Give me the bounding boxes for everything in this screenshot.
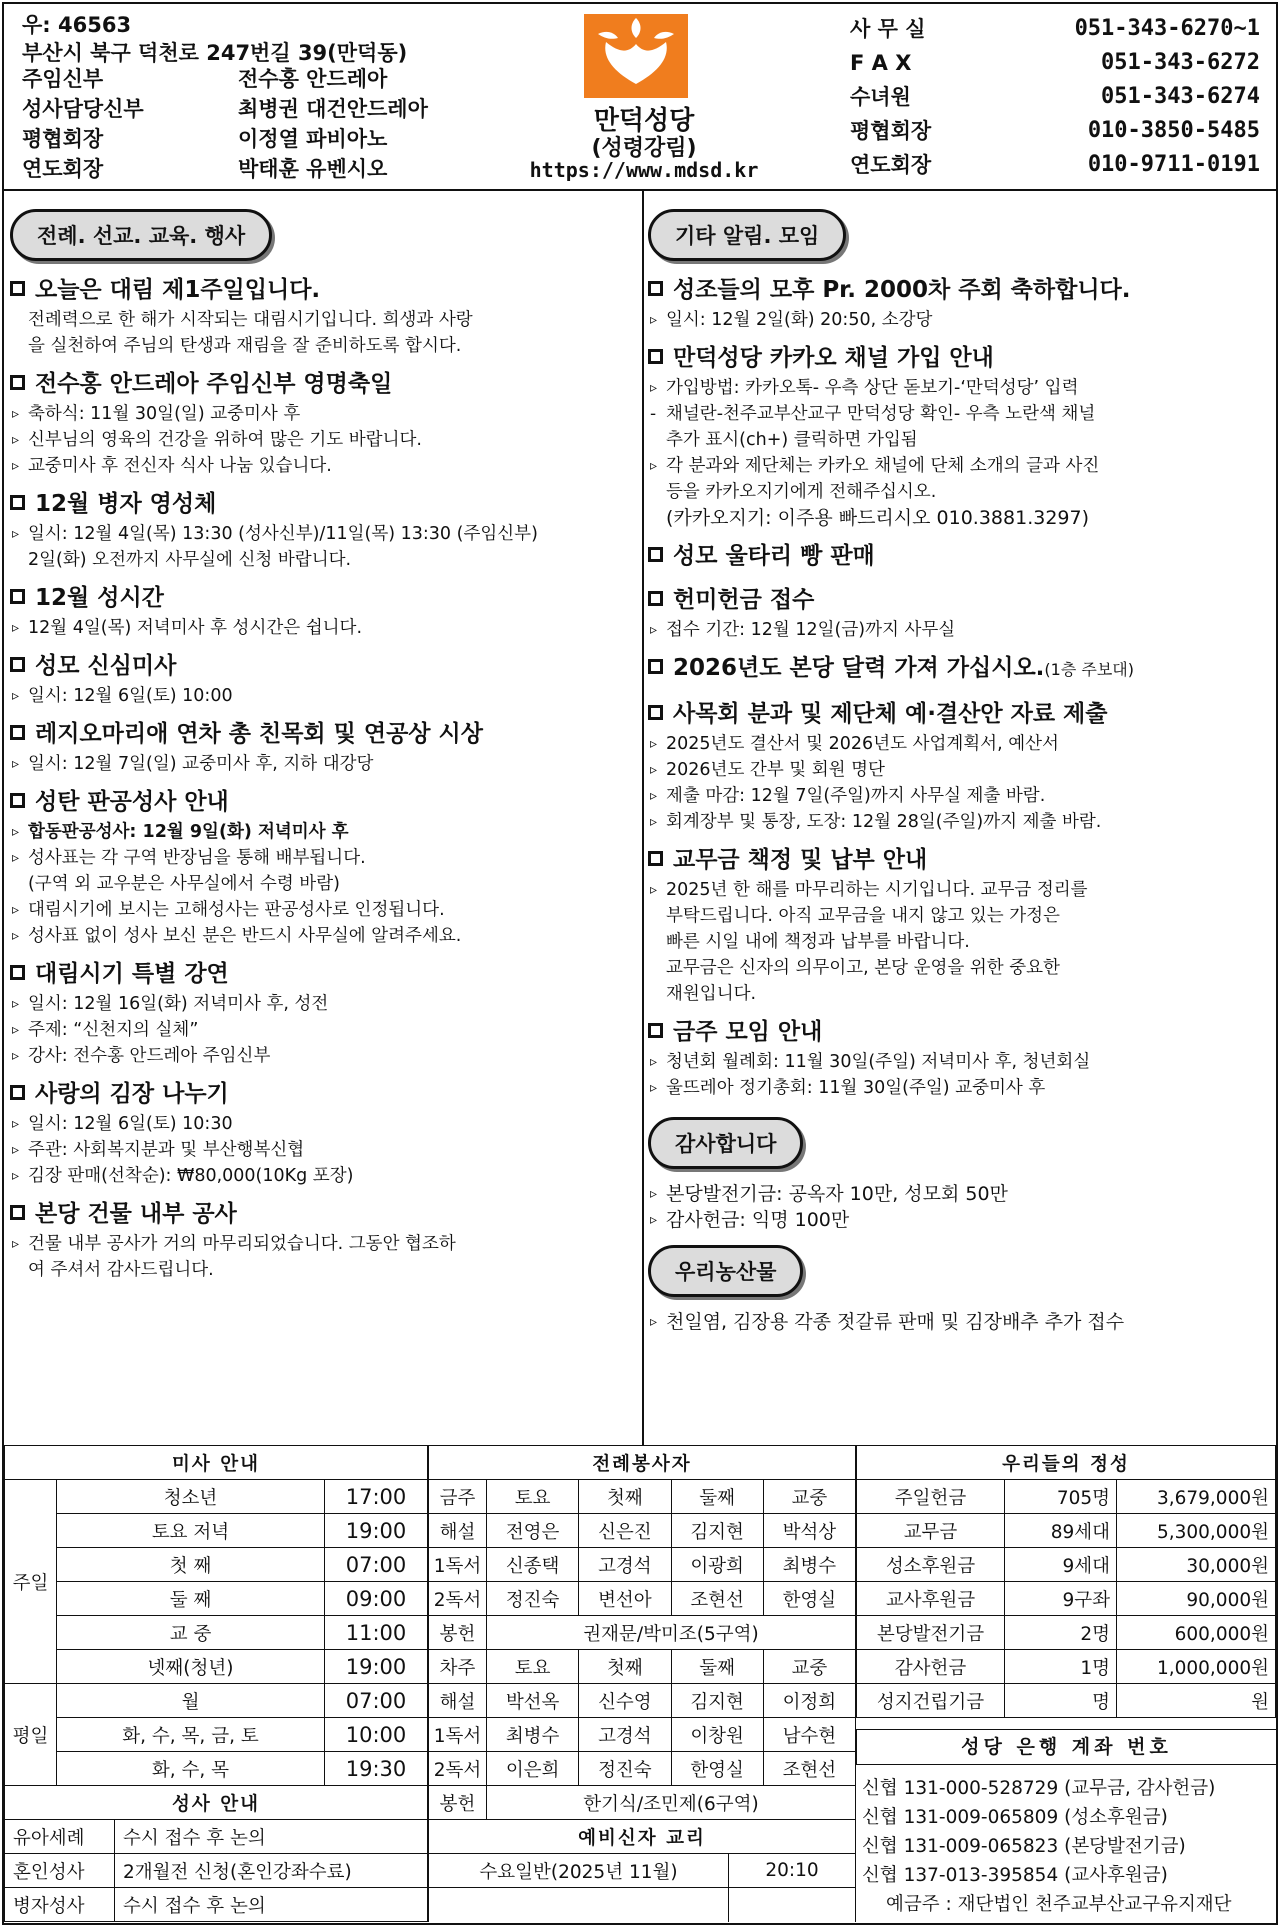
contact-convent: 수녀원 051-343-6274 [850, 84, 1260, 109]
checkbox-bullet-icon [10, 281, 25, 296]
checkbox-bullet-icon [648, 1023, 663, 1038]
bank-account: 신협 131-009-065809 (성소후원금) [862, 1807, 1168, 1828]
liturgy-cell: 최병수 [487, 1718, 579, 1752]
notice-line: ▹ 성사표 없이 성사 보신 분은 반드시 사무실에 알려주세요. [10, 923, 638, 949]
notice-title [10, 649, 638, 683]
liturgy-cell: 해설 [429, 1514, 487, 1548]
offering-amount: 5,300,000원 [1117, 1514, 1276, 1548]
notice-line: 교무금은 신자의 의무이고, 본당 운영을 위한 중요한 [666, 958, 1060, 978]
notice-title-text: 12월 성시간 [35, 585, 164, 611]
notice-title [648, 1015, 1274, 1049]
other-notices-column [648, 209, 1274, 1335]
notice-line: ▹ 일시: 12월 7일(일) 교중미사 후, 지하 대강당 [10, 751, 638, 777]
mass-time: 09:00 [325, 1582, 428, 1616]
notice-title-text: 본당 건물 내부 공사 [35, 1201, 237, 1227]
liturgy-cell: 조현선 [671, 1582, 763, 1616]
weekday-label: 평일 [5, 1684, 57, 1786]
mass-name: 토요 저녁 [57, 1514, 325, 1548]
notice-line: ▹ 합동판공성사: 12월 9일(화) 저녁미사 후 [10, 819, 638, 845]
liturgy-cell: 정진숙 [579, 1752, 671, 1786]
liturgy-cell: 신은진 [579, 1514, 671, 1548]
offering-amount: 600,000원 [1117, 1616, 1276, 1650]
catechumen-table [428, 1819, 856, 1922]
parish-name: 만덕성당 [593, 106, 695, 136]
notice-line: ▹ 대림시기에 보시는 고해성사는 판공성사로 인정됩니다. [10, 897, 638, 923]
notice-section [10, 1077, 638, 1189]
liturgy-cell: 1독서 [429, 1718, 487, 1752]
notice-line: ▹ 김장 판매(선착순): ₩80,000(10Kg 포장) [10, 1163, 638, 1189]
notice-line: 추가 표시(ch+) 클릭하면 가입됨 [666, 430, 918, 450]
liturgy-cell: 해설 [429, 1684, 487, 1718]
parish-website-link[interactable]: https://www.mdsd.kr [529, 158, 759, 182]
mass-time: 11:00 [325, 1616, 428, 1650]
notice-line: 여 주셔서 감사드립니다. [28, 1260, 214, 1280]
empty-cell [429, 1888, 729, 1922]
mass-time: 19:00 [325, 1514, 428, 1548]
checkbox-bullet-icon [648, 705, 663, 720]
offering-count: 1명 [1005, 1650, 1117, 1684]
offering-count: 명 [1005, 1684, 1117, 1718]
checkbox-bullet-icon [10, 1205, 25, 1220]
liturgy-header: 교중 [763, 1650, 855, 1684]
liturgy-table-title: 전례봉사자 [429, 1446, 856, 1480]
checkbox-bullet-icon [10, 495, 25, 510]
contact-office: 사 무 실 051-343-6270~1 [850, 16, 1260, 41]
empty-cell [729, 1888, 856, 1922]
offering-name: 성소후원금 [857, 1548, 1005, 1582]
notice-title [10, 1197, 638, 1231]
offering-amount: 90,000원 [1117, 1582, 1276, 1616]
notice-title-text: 성조들의 모후 Pr. 2000차 주회 축하합니다. [673, 277, 1131, 303]
farm-line: ▹ 천일염, 김장용 각종 젓갈류 판매 및 김장배추 추가 접수 [648, 1309, 1274, 1335]
offering-count: 2명 [1005, 1616, 1117, 1650]
sacrament-name: 유아세례 [5, 1820, 115, 1854]
offering-count: 89세대 [1005, 1514, 1117, 1548]
offering-amount: 30,000원 [1117, 1548, 1276, 1582]
sacrament-name: 혼인성사 [5, 1854, 115, 1888]
liturgy-cell: 2독서 [429, 1752, 487, 1786]
notice-title-text: 사랑의 김장 나누기 [35, 1081, 229, 1107]
offerings-table-title: 우리들의 정성 [857, 1446, 1276, 1480]
postal-code: 우: 46563 [22, 13, 132, 37]
sacrament-value: 2개월전 신청(혼인강좌수료) [115, 1854, 428, 1888]
notice-line: ▹ 12월 4일(목) 저녁미사 후 성시간은 쉽니다. [10, 615, 638, 641]
liturgy-header: 둘째 [671, 1650, 763, 1684]
checkbox-bullet-icon [648, 349, 663, 364]
notice-line: ▹ 회계장부 및 통장, 도장: 12월 28일(주일)까지 제출 바람. [648, 809, 1274, 835]
notice-title-text: 오늘은 대림 제1주일입니다. [35, 277, 321, 303]
checkbox-bullet-icon [10, 375, 25, 390]
notice-line: 등을 카카오지기에게 전해주십시오. [666, 482, 937, 502]
notice-title [648, 539, 1274, 573]
notice-section [648, 843, 1274, 1007]
catechumen-time: 20:10 [729, 1854, 856, 1888]
catechumen-class: 수요일반(2025년 11월) [429, 1854, 729, 1888]
liturgy-cell: 최병수 [763, 1548, 855, 1582]
parish-logo-icon [584, 14, 688, 98]
offering-name: 주일헌금 [857, 1480, 1005, 1514]
notice-line: ▹ 성사표는 각 구역 반장님을 통해 배부됩니다. [10, 845, 638, 871]
notice-line: ▹ 2025년도 결산서 및 2026년도 사업계획서, 예산서 [648, 731, 1274, 757]
bank-account: 신협 131-000-528729 (교무금, 감사헌금) [862, 1778, 1216, 1799]
liturgy-cell: 전영은 [487, 1514, 579, 1548]
section-pill-thanks: 감사합니다 [648, 1117, 803, 1169]
notice-line: - 채널란-천주교부산교구 만덕성당 확인- 우측 노란색 채널 [648, 401, 1274, 427]
notice-line: ▹ 축하식: 11월 30일(일) 교중미사 후 [10, 401, 638, 427]
offering-count: 705명 [1005, 1480, 1117, 1514]
notice-title-text: 성탄 판공성사 안내 [35, 789, 229, 815]
mass-schedule-table [4, 1445, 428, 1786]
notice-section [10, 581, 638, 641]
notice-line: ▹ 주제: “신천지의 실체” [10, 1017, 638, 1043]
liturgy-header: 토요 [487, 1650, 579, 1684]
notice-line: ▹ 2026년도 간부 및 회원 명단 [648, 757, 1274, 783]
liturgy-cell: 이은희 [487, 1752, 579, 1786]
notice-title [10, 717, 638, 751]
notice-section [10, 1197, 638, 1283]
section-pill-other: 기타 알림. 모임 [648, 209, 846, 261]
notice-section [10, 957, 638, 1069]
yeondo-president-line: 연도회장 박태훈 유벤시오 [22, 157, 388, 181]
notice-title-text: 2026년도 본당 달력 가져 가십시오. [673, 655, 1045, 681]
mass-name: 둘 째 [57, 1582, 325, 1616]
mass-name: 화, 수, 목, 금, 토 [57, 1718, 325, 1752]
checkbox-bullet-icon [648, 659, 663, 674]
mass-time: 10:00 [325, 1718, 428, 1752]
mass-name: 청소년 [57, 1480, 325, 1514]
checkbox-bullet-icon [10, 657, 25, 672]
sacrament-name: 병자성사 [5, 1888, 115, 1922]
notice-title [10, 273, 638, 307]
notice-title-text: 만덕성당 카카오 채널 가입 안내 [673, 345, 994, 371]
mass-name: 교 중 [57, 1616, 325, 1650]
notice-line: ▹ 주관: 사회복지분과 및 부산행복신협 [10, 1137, 638, 1163]
notice-title-text: 사목회 분과 및 제단체 예·결산안 자료 제출 [673, 701, 1108, 727]
notice-section [648, 1015, 1274, 1101]
mass-time: 19:00 [325, 1650, 428, 1684]
checkbox-bullet-icon [10, 725, 25, 740]
liturgy-header: 교중 [763, 1480, 855, 1514]
mass-name: 월 [57, 1684, 325, 1718]
mass-time: 19:30 [325, 1752, 428, 1786]
notice-title [648, 843, 1274, 877]
liturgy-cell: 김지현 [671, 1514, 763, 1548]
notice-line: 빠른 시일 내에 책정과 납부를 바랍니다. [666, 932, 970, 952]
notice-title-text: 헌미헌금 접수 [673, 587, 815, 613]
notice-line: 부탁드립니다. 아직 교무금을 내지 않고 있는 가정은 [666, 906, 1060, 926]
mass-name: 화, 수, 목 [57, 1752, 325, 1786]
sunday-label: 주일 [5, 1480, 57, 1684]
notice-line: ▹ 2025년 한 해를 마무리하는 시기입니다. 교무금 정리를 [648, 877, 1274, 903]
notice-title [10, 957, 638, 991]
checkbox-bullet-icon [10, 589, 25, 604]
liturgy-cell: 1독서 [429, 1548, 487, 1582]
notice-section [10, 487, 638, 573]
bulletin-header [4, 4, 1276, 191]
thanks-line: ▹ 감사헌금: 익명 100만 [648, 1207, 1274, 1233]
liturgy-header: 둘째 [671, 1480, 763, 1514]
liturgy-cell: 봉헌 [429, 1616, 487, 1650]
notice-title [648, 341, 1274, 375]
liturgy-cell: 고경석 [579, 1548, 671, 1582]
mass-table-title: 미사 안내 [5, 1446, 428, 1480]
checkbox-bullet-icon [648, 591, 663, 606]
liturgy-cell: 남수현 [763, 1718, 855, 1752]
notice-title [648, 273, 1274, 307]
notice-section [648, 697, 1274, 835]
bulletin-sheet [2, 2, 1278, 1925]
notice-title-suffix: (1층 주보대) [1044, 660, 1134, 679]
notice-line: ▹ 교중미사 후 전신자 식사 나눔 있습니다. [10, 453, 638, 479]
thanks-line: ▹ 본당발전기금: 공옥자 10만, 성모회 50만 [648, 1181, 1274, 1207]
offering-count: 9세대 [1005, 1548, 1117, 1582]
notice-line: ▹ 일시: 12월 16일(화) 저녁미사 후, 성전 [10, 991, 638, 1017]
notice-title [648, 583, 1274, 617]
notice-line: 2일(화) 오전까지 사무실에 신청 바랍니다. [28, 550, 352, 570]
address: 부산시 북구 덕천로 247번길 39(만덕동) [22, 41, 408, 65]
liturgy-cell: 한기식/조민제(6구역) [487, 1786, 856, 1820]
liturgy-cell: 이창원 [671, 1718, 763, 1752]
liturgy-cell: 박선옥 [487, 1684, 579, 1718]
notice-title [648, 697, 1274, 731]
liturgy-cell: 변선아 [579, 1582, 671, 1616]
mass-time: 17:00 [325, 1480, 428, 1514]
offering-amount: 3,679,000원 [1117, 1480, 1276, 1514]
liturgy-header: 차주 [429, 1650, 487, 1684]
notice-line: (카카오지기: 이주용 빠드리시오 010.3881.3297) [666, 507, 1089, 529]
notice-line: ▹ 건물 내부 공사가 거의 마무리되었습니다. 그동안 협조하 [10, 1231, 638, 1257]
notice-section [648, 273, 1274, 333]
bank-accounts-title: 성당 은행 계좌 번호 [856, 1729, 1276, 1765]
pastor-line: 주임신부 전수홍 안드레아 [22, 67, 388, 91]
offering-name: 교무금 [857, 1514, 1005, 1548]
mass-name: 넷째(청년) [57, 1650, 325, 1684]
notice-title-text: 성모 신심미사 [35, 653, 177, 679]
notice-line: ▹ 청년회 월례회: 11월 30일(주일) 저녁미사 후, 청년회실 [648, 1049, 1274, 1075]
liturgy-header: 금주 [429, 1480, 487, 1514]
offering-count: 9구좌 [1005, 1582, 1117, 1616]
notice-title [10, 581, 638, 615]
notice-title [10, 487, 638, 521]
liturgy-cell: 봉헌 [429, 1786, 487, 1820]
notice-line: ▹ 각 분과와 제단체는 카카오 채널에 단체 소개의 글과 사진 [648, 453, 1274, 479]
contact-fax: F A X 051-343-6272 [850, 50, 1260, 75]
sacrament-value: 수시 접수 후 논의 [115, 1820, 428, 1854]
notice-line: 을 실천하여 주님의 탄생과 재림을 잘 준비하도록 합시다. [28, 336, 462, 356]
column-divider [642, 191, 644, 1445]
liturgy-cell: 권재문/박미조(5구역) [487, 1616, 856, 1650]
notice-title-text: 전수홍 안드레아 주임신부 영명축일 [35, 371, 393, 397]
liturgy-cell: 한영실 [763, 1582, 855, 1616]
notice-section [10, 273, 638, 359]
notice-line: ▹ 가입방법: 카카오톡- 우측 상단 돋보기-‘만덕성당’ 입력 [648, 375, 1274, 401]
notice-section [648, 539, 1274, 573]
liturgy-cell: 한영실 [671, 1752, 763, 1786]
notice-line: 재원입니다. [666, 984, 757, 1004]
liturgy-header: 첫째 [579, 1650, 671, 1684]
mass-name: 첫 째 [57, 1548, 325, 1582]
notice-section [648, 651, 1274, 687]
liturgy-cell: 정진숙 [487, 1582, 579, 1616]
checkbox-bullet-icon [648, 547, 663, 562]
offering-name: 본당발전기금 [857, 1616, 1005, 1650]
notice-title-text: 성모 울타리 빵 판매 [673, 543, 875, 569]
offering-name: 성지건립기금 [857, 1684, 1005, 1718]
liturgy-notices-column [10, 209, 638, 1283]
liturgy-cell: 이정희 [763, 1684, 855, 1718]
checkbox-bullet-icon [648, 851, 663, 866]
notice-line: ▹ 일시: 12월 6일(토) 10:30 [10, 1111, 638, 1137]
liturgy-cell: 2독서 [429, 1582, 487, 1616]
contact-council: 평협회장 010-3850-5485 [850, 118, 1260, 143]
notice-line: ▹ 울뜨레아 정기총회: 11월 30일(주일) 교중미사 후 [648, 1075, 1274, 1101]
offering-amount: 원 [1117, 1684, 1276, 1718]
liturgy-cell: 김지현 [671, 1684, 763, 1718]
notice-line: ▹ 신부님의 영육의 건강을 위하여 많은 기도 바랍니다. [10, 427, 638, 453]
section-pill-farm: 우리농산물 [648, 1245, 803, 1297]
notice-section [648, 341, 1274, 531]
offering-name: 교사후원금 [857, 1582, 1005, 1616]
liturgy-cell: 이광희 [671, 1548, 763, 1582]
notice-section [10, 649, 638, 709]
checkbox-bullet-icon [648, 281, 663, 296]
checkbox-bullet-icon [10, 965, 25, 980]
notice-section [648, 583, 1274, 643]
bank-account: 신협 137-013-395854 (교사후원금) [862, 1865, 1168, 1886]
catechumen-table-title: 예비신자 교리 [429, 1820, 856, 1854]
bank-account-holder: 예금주 : 재단법인 천주교부산교구유지재단 [886, 1894, 1232, 1915]
sacrament-table-title: 성사 안내 [5, 1786, 428, 1820]
liturgy-cell: 고경석 [579, 1718, 671, 1752]
mass-time: 07:00 [325, 1548, 428, 1582]
offering-name: 감사헌금 [857, 1650, 1005, 1684]
left-sections [10, 273, 638, 1283]
notice-title [10, 1077, 638, 1111]
notice-line: 전례력으로 한 해가 시작되는 대림시기입니다. 희생과 사랑 [28, 310, 473, 330]
section-pill-liturgy: 전례. 선교. 교육. 행사 [10, 209, 272, 261]
notice-line: ▹ 일시: 12월 2일(화) 20:50, 소강당 [648, 307, 1274, 333]
confessor-line: 성사담당신부 최병권 대건안드레아 [22, 97, 428, 121]
notice-title-text: 대림시기 특별 강연 [35, 961, 229, 987]
offerings-table [856, 1445, 1276, 1718]
notice-title [648, 651, 1274, 687]
notice-section [10, 717, 638, 777]
notice-title [10, 367, 638, 401]
liturgy-header: 토요 [487, 1480, 579, 1514]
notice-line: ▹ 강사: 전수홍 안드레아 주임신부 [10, 1043, 638, 1069]
notice-line: ▹ 제출 마감: 12월 7일(주일)까지 사무실 제출 바람. [648, 783, 1274, 809]
notice-section [10, 367, 638, 479]
liturgy-cell: 신종택 [487, 1548, 579, 1582]
mass-time: 07:00 [325, 1684, 428, 1718]
checkbox-bullet-icon [10, 1085, 25, 1100]
parish-subtitle: (성령강림) [591, 136, 697, 161]
sacrament-table [4, 1785, 428, 1922]
notice-line: ▹ 일시: 12월 4일(목) 13:30 (성사신부)/11일(목) 13:30 (주임신부) [10, 521, 638, 547]
notice-section [10, 785, 638, 949]
right-sections [648, 273, 1274, 1101]
sacrament-value: 수시 접수 후 논의 [115, 1888, 428, 1922]
notice-title [10, 785, 638, 819]
contact-yeondo: 연도회장 010-9711-0191 [850, 152, 1260, 177]
notice-line: ▹ 일시: 12월 6일(토) 10:00 [10, 683, 638, 709]
liturgy-cell: 조현선 [763, 1752, 855, 1786]
checkbox-bullet-icon [10, 793, 25, 808]
notice-title-text: 금주 모임 안내 [673, 1019, 823, 1045]
offering-amount: 1,000,000원 [1117, 1650, 1276, 1684]
notice-line: ▹ 접수 기간: 12월 12일(금)까지 사무실 [648, 617, 1274, 643]
liturgy-header: 첫째 [579, 1480, 671, 1514]
bank-account: 신협 131-009-065823 (본당발전기금) [862, 1836, 1186, 1857]
liturgy-cell: 신수영 [579, 1684, 671, 1718]
notice-title-text: 레지오마리애 연차 총 친목회 및 연공상 시상 [35, 721, 483, 747]
notice-title-text: 12월 병자 영성체 [35, 491, 217, 517]
liturgy-servers-table [428, 1445, 856, 1820]
notice-line: (구역 외 교우분은 사무실에서 수령 바람) [28, 874, 340, 894]
notice-title-text: 교무금 책정 및 납부 안내 [673, 847, 928, 873]
council-president-line: 평협회장 이정열 파비아노 [22, 127, 388, 151]
liturgy-cell: 박석상 [763, 1514, 855, 1548]
